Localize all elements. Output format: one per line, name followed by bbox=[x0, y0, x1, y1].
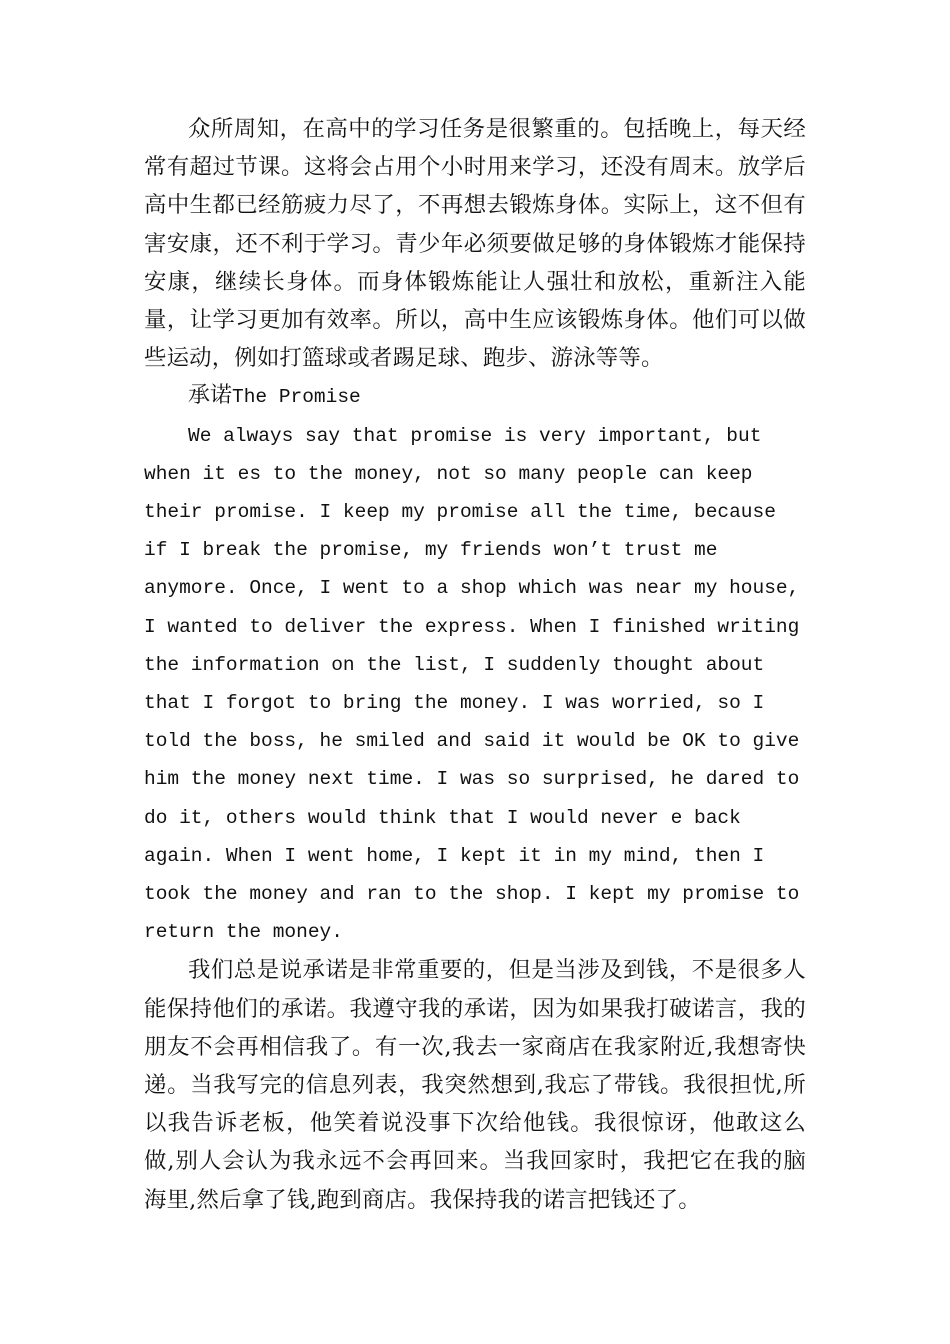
paragraph-promise-en: We always say that promise is very important, but when it es to the money, not so many people can keep their promise. I keep my promise all the time, because if I break the promise, my friends won’t trust me anymore. Once, I went to a shop which was near my house, I wanted to deliver the express. When I finished writing the information on the list, I suddenly thought about that I forgot to bring the money. I was worried, so I told the boss, he smiled and said it would be OK to give him the money next time. I was so surprised, he dared to do it, others would think that I would never e back again. When I went home, I kept it in my mind, then I took the money and ran to the shop. I kept my promise to return the money. bbox=[144, 424, 800, 944]
document-body bbox=[144, 110, 806, 1219]
section-title bbox=[144, 377, 806, 416]
section-title-en: The Promise bbox=[232, 386, 361, 409]
paragraph-exercise-zh: 众所周知，在高中的学习任务是很繁重的。包括晚上，每天经常有超过节课。这将会占用个小时用来学习，还没有周末。放学后高中生都已经筋疲力尽了，不再想去锻炼身体。实际上，这不但有害安康，还不利于学习。青少年必须要做足够的身体锻炼才能保持安康，继续长身体。而身体锻炼能让人强壮和放松，重新注入能量，让学习更加有效率。所以，高中生应该锻炼身体。他们可以做些运动，例如打篮球或者踢足球、跑步、游泳等等。 bbox=[144, 116, 806, 372]
paragraph-promise-zh: 我们总是说承诺是非常重要的，但是当涉及到钱，不是很多人能保持他们的承诺。我遵守我的承诺，因为如果我打破诺言，我的朋友不会再相信我了。有一次,我去一家商店在我家附近,我想寄快递。当我写完的信息列表，我突然想到,我忘了带钱。我很担忧,所以我告诉老板，他笑着说没事下次给他钱。我很惊讶，他敢这么做,别人会认为我永远不会再回来。当我回家时，我把它在我的脑海里,然后拿了钱,跑到商店。我保持我的诺言把钱还了。 bbox=[144, 957, 806, 1213]
section-title-zh: 承诺 bbox=[188, 383, 233, 409]
